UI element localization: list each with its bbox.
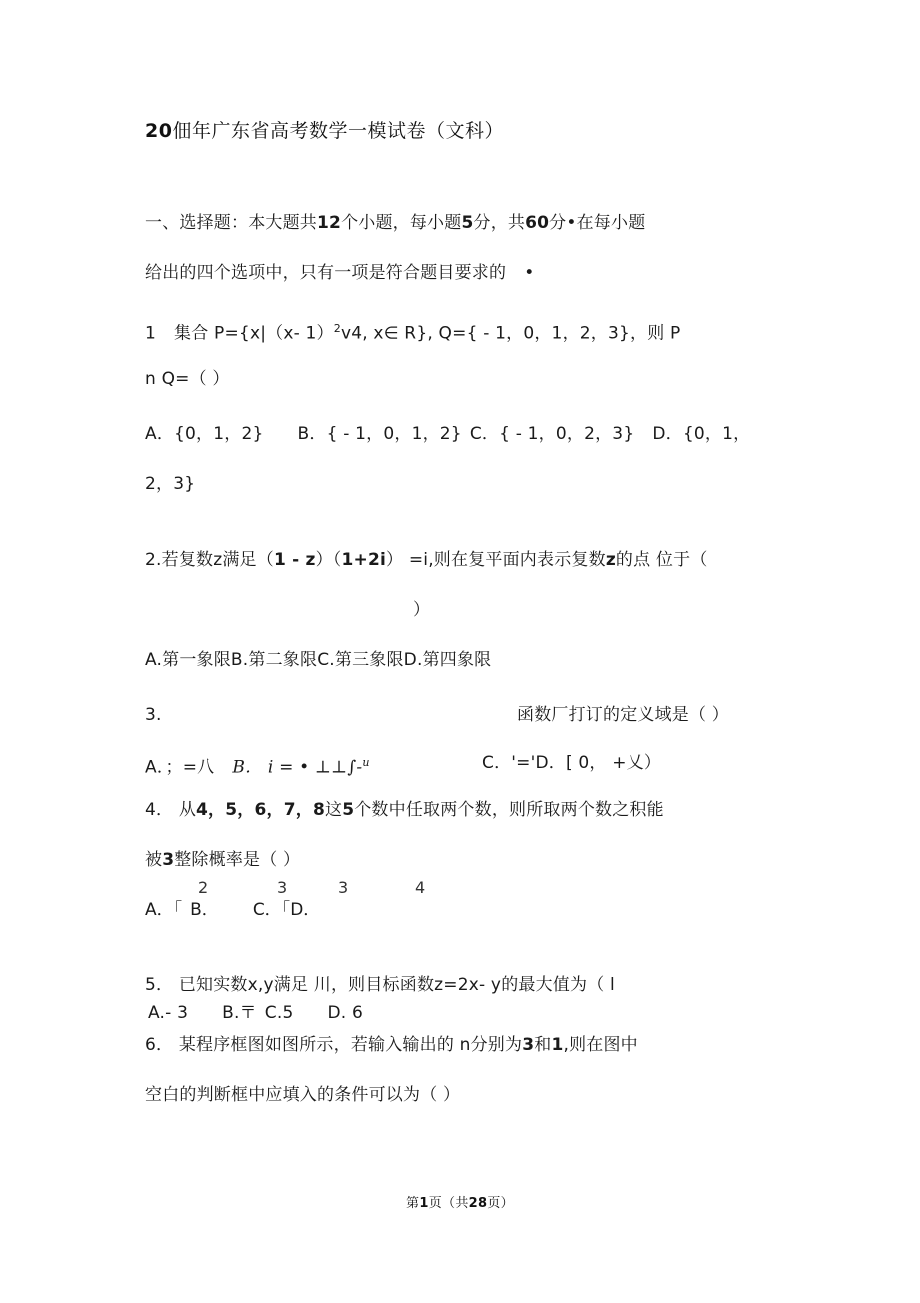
question-1-exponent: 2 [333,322,341,335]
question-6-number: 6． [145,1035,174,1055]
question-5-stem [145,972,615,998]
question-2-stem-line-1 [145,547,708,573]
question-4-options-row [145,900,320,920]
question-4-option-d-label: D． [290,900,321,920]
question-1-number: 1 [145,323,157,344]
section-instruction-line-1 [145,210,645,236]
question-5-number: 5． [145,975,174,995]
question-3-stem [517,702,729,728]
title-year: 20 [145,120,173,142]
question-4-stem-line-1 [145,797,664,823]
question-4-option-d-numerator: 4 [415,878,426,897]
section-points-total: 60 [525,213,550,233]
question-1-option-c: C．{ - 1，0，2，3} [469,424,635,444]
title-year-ocr: 佃 [172,120,192,142]
section-line2-tail: • [524,263,535,283]
section-line2-text: 给出的四个选项中，只有一项是符合题目要求的 [145,263,507,283]
footer-page-number: 1 [419,1196,429,1211]
question-3-number-text: 3. [145,705,162,725]
question-5-options [148,1000,363,1026]
footer-suffix: 页） [487,1196,514,1211]
question-4-option-c-label: C．「 [252,900,291,920]
question-6-output-value: 1 [551,1035,564,1055]
question-6-stem-d: 空白的判断框中应填入的条件可以为（ ） [145,1085,461,1105]
question-5-option-a: A.- 3 [148,1003,189,1023]
question-4-option-b-label: B． [190,900,219,920]
question-3-option-c: C．'=' [482,753,536,773]
question-1-option-b: B．{ - 1，0，1，2} [297,424,462,444]
section-count-questions: 12 [317,213,342,233]
question-1-option-a: A．{0，1，2} [145,424,264,444]
question-2-stem-close: ） [413,600,431,620]
question-4-option-a-label: A．「 [145,900,183,920]
footer-total-pages: 28 [468,1196,488,1211]
question-4-count: 5 [342,800,355,820]
question-2-expr-2: 1+2i [341,550,387,570]
question-2-stem-a: .若复数z满足（ [156,550,274,570]
question-3-number [145,702,162,728]
question-4-number: 4． [145,800,174,820]
question-4-option-a-numerator: 2 [198,878,209,897]
section-text-a: 一、选择题：本大题共 [145,213,317,233]
question-5-option-c: C.5 [264,1003,294,1023]
page-footer [0,1192,920,1211]
question-1-stem-line-2 [145,366,230,392]
question-1-options-line-1 [145,421,750,447]
question-4-divisor: 3 [162,850,175,870]
question-6-stem-b: 和 [534,1035,552,1055]
question-4-stem-c: 个数中任取两个数，则所取两个数之积能 [354,800,664,820]
question-4-stem-b: 这 [324,800,343,820]
section-points-each: 5 [461,213,474,233]
question-4-stem-d: 被 [145,850,163,870]
section-text-b: 个小题，每小题 [341,213,462,233]
question-2-stem-c: ） =i,则在复平面内表示复数 [386,550,606,570]
page-title [145,116,845,146]
question-3-option-a: A．；=八 [145,757,215,778]
question-2-expr-1: 1 - z [273,550,316,570]
question-3-option-b-exponent: u [362,756,370,769]
question-1-stem-line-1 [145,316,680,347]
question-6-stem-line-1 [145,1032,638,1058]
question-3-option-b: B． i = • ⊥⊥∫- [232,757,363,778]
title-rest: 年广东省高考数学一模试卷（文科） [191,120,504,142]
question-1-stem-cont: n Q=（ ） [145,369,230,389]
question-4-option-c-numerator: 3 [338,878,349,897]
question-1-option-d: D．{0，1， [652,424,751,444]
question-6-stem-c: ,则在图中 [563,1035,638,1055]
question-3-stem-text: 函数厂打订的定义域是（ ） [517,705,730,725]
question-6-stem-line-2 [145,1082,460,1108]
question-1-options-line-2 [145,471,195,497]
question-2-stem-d: 的点 位于（ [615,550,708,570]
question-3-options-right [482,750,661,776]
question-1-option-d-cont: 2，3} [145,474,196,494]
question-6-stem-a: 某程序框图如图所示，若输入输出的 n分别为 [173,1035,523,1055]
question-1-stem-b: v4, x∈ R}, Q={ - 1，0，1，2，3}，则 P [340,323,681,344]
section-instruction-line-2 [145,260,534,286]
question-2-stem-b: ）（ [315,550,342,570]
question-4-stem-e: 整除概率是（ ） [174,850,301,870]
question-3-options-left [145,750,370,781]
section-text-d: 分•在每小题 [549,213,646,233]
question-1-stem-a: 集合 P={x|（x- 1） [174,323,334,344]
question-4-numbers: 4，5，6，7，8 [196,800,325,820]
footer-middle: 页（共 [428,1196,469,1211]
question-6-input-value: 3 [522,1035,535,1055]
question-4-option-b-numerator: 3 [277,878,288,897]
question-5-stem-text: 已知实数x,y满足 川，则目标函数z=2x- y的最大值为（ l [173,975,615,995]
question-3-option-d: D．[ 0， +乂） [535,753,662,773]
question-2-number: 2 [145,550,157,570]
question-5-option-d: D. 6 [327,1003,363,1023]
question-2-option-a: A.第一象限B.第二象限C.第三象限D.第四象限 [145,650,492,670]
question-2-stem-line-2 [413,597,430,623]
section-text-c: 分，共 [473,213,526,233]
question-4-stem-a: 从 [173,800,197,820]
question-4-stem-line-2 [145,847,300,873]
question-2-var-z: z [605,550,616,570]
footer-prefix: 第 [406,1196,420,1211]
question-5-option-b: B.〒 [222,1003,257,1023]
question-2-options [145,647,491,673]
